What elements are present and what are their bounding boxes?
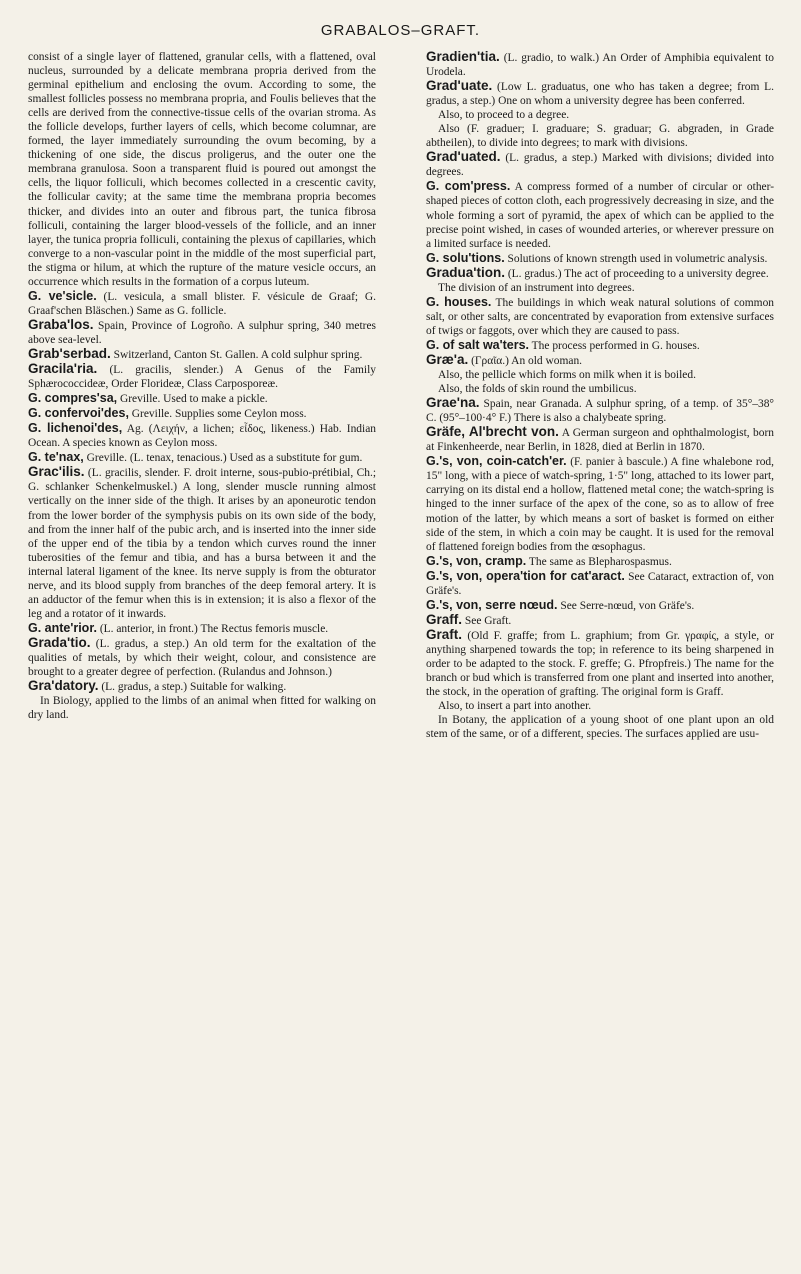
entry-headword: G. te'nax, [28, 450, 84, 465]
dictionary-entry [28, 636, 376, 679]
entry-headword: Gracila'ria. [28, 361, 98, 377]
entry-text: Also, the pellicle which forms on milk when it is boiled. [438, 369, 696, 382]
entry-text: Also, to proceed to a degree. [438, 109, 570, 122]
entry-text: Spain, near Granada. A sulphur spring, of a temp. of 35°–38° C. (95°–100·4° F.) There is also a chalybeate spring. [426, 398, 774, 425]
dictionary-entry [426, 425, 774, 454]
entry-headword: G. of salt wa'ters. [426, 337, 530, 352]
dictionary-entry [426, 613, 774, 628]
entry-text: (L. gradus, a step.) Suitable for walking. [101, 681, 287, 694]
dictionary-entry [28, 362, 376, 391]
entry-text: (Low L. graduatus, one who has taken a degree; from L. gradus, a step.) One on whom a university degree has been conferred. [426, 81, 775, 108]
dictionary-entry [426, 50, 774, 79]
entry-text: See Cataract, extraction of, von Gräfe's. [426, 570, 774, 597]
entry-text: Ag. (Λειχήν, a lichen; εἶδος, likeness.) Hab. Indian Ocean. A species known as Ceylon moss. [28, 423, 376, 450]
entry-text: Spain, Province of Logroño. A sulphur spring, 340 metres above sea-level. [28, 319, 377, 346]
dictionary-entry [28, 450, 376, 465]
entry-headword: Grad'uated. [426, 149, 501, 165]
dictionary-entry [426, 454, 774, 553]
entry-text: Greville. (L. tenax, tenacious.) Used as a substitute for gum. [86, 452, 363, 465]
entry-text: (Old F. graffe; from L. graphium; from Gr. γραφίς, a style, or anything sharpened towards the top; in reference to its being sharpened in order to be adapted to the stock. F. greffe; G. Pfropfreis.) The name for the branch or bud which is transferred from one plant and inserted into another, the stock, in the operation of grafting. The original form is Graff. [426, 629, 774, 699]
entry-headword: Graba'los. [28, 316, 94, 332]
entry-headword: G. solu'tions. [426, 250, 505, 265]
entry-text: A German surgeon and ophthalmologist, born at Finkenheerde, near Berlin, in 1828, died at Berlin in 1870. [426, 427, 775, 454]
entry-text: In Biology, applied to the limbs of an animal when fitted for walking on dry land. [28, 695, 376, 722]
dictionary-entry [426, 266, 774, 281]
page-header: GRABALOS–GRAFT. [320, 22, 481, 39]
entry-headword: Graff. [426, 611, 463, 627]
entry-headword: Grac'ilis. [28, 464, 85, 480]
entry-headword: Grab'serbad. [28, 345, 111, 361]
dictionary-entry [426, 281, 774, 295]
dictionary-entry [426, 396, 774, 425]
entry-text: The process performed in G. houses. [531, 339, 700, 352]
dictionary-entry [28, 621, 376, 636]
entry-text: Also, the folds of skin round the umbilicus. [438, 383, 637, 396]
entry-text: The division of an instrument into degrees. [438, 281, 635, 294]
dictionary-entry [28, 421, 376, 450]
entry-text: (L. gradus.) The act of proceeding to a university degree. [507, 267, 769, 280]
dictionary-entry [426, 108, 774, 122]
entry-headword: Gradua'tion. [426, 264, 505, 280]
entry-headword: G. com'press. [426, 179, 511, 194]
entry-headword: Grae'na. [426, 395, 480, 411]
dictionary-entry [28, 289, 376, 318]
dictionary-entry [426, 382, 774, 396]
dictionary-entry [426, 295, 774, 338]
dictionary-entry [28, 679, 376, 694]
entry-text: Greville. Supplies some Ceylon moss. [131, 408, 307, 421]
entry-headword: G.'s, von, coin-catch'er. [426, 454, 567, 469]
dictionary-entry [426, 598, 774, 613]
entry-text: (L. gracilis, slender. F. droit interne, sous-pubio-prétibial, Ch.; G. schlanker Schenkelmuskel.) A long, slender muscle running almost vertically on the inner side of the thigh. It arises by an aponeurotic tendon from the lower border of the symphysis pubis on its own side of the body, and from the inner half of the pubic arch, and is inserted into the inner side of the upper end of the tibia by a tendon which curves round the inner tuberosities of the femur and tibia, and has a bursa between it and the internal lateral ligament of the knee. Its nerve supply is from the obturator nerve, and its blood supply from branches of the deep femoral artery. It is an adductor of the femur when this is in extension; it is also a flexor of the leg and a rotator of it inwards. [28, 467, 376, 620]
dictionary-entry [28, 406, 376, 421]
dictionary-entry [28, 318, 376, 347]
entry-headword: G. ve'sicle. [28, 288, 97, 303]
dictionary-entry [426, 251, 774, 266]
left-column [28, 50, 376, 722]
entry-text: Also, to insert a part into another. [438, 700, 592, 713]
entry-headword: G. houses. [426, 294, 492, 309]
dictionary-entry [28, 391, 376, 406]
entry-text: Also (F. graduer; I. graduare; S. graduar; G. abgraden, in Grade abtheilen), to divide into degrees; to mark with divisions. [426, 123, 774, 150]
entry-text: (F. panier à bascule.) A fine whalebone rod, 15" long, with a piece of watch-spring, 1·5" long, attached to its lower part, carrying on its distal end a hollow, flattened metal cone; the watch-spring is hinged to the inner surface of the apex of the cone, so as to allow of free motion of the latter, by which means a sort of basket is formed on either side of the stem, in which a coin may be caught. It is used for the removal of flattened foreign bodies from the œsophagus. [426, 456, 775, 553]
entry-text: See Serre-nœud, von Gräfe's. [560, 599, 695, 612]
entry-text: (L. gracilis, slender.) A Genus of the Family Sphærococcideæ, Order Florideæ, Class Carposporeæ. [28, 364, 376, 391]
dictionary-entry [426, 150, 774, 179]
dictionary-entry [426, 122, 774, 150]
entry-text: Switzerland, Canton St. Gallen. A cold sulphur spring. [113, 348, 363, 361]
entry-headword: Grad'uate. [426, 78, 493, 94]
entry-text: Greville. Used to make a pickle. [119, 393, 268, 406]
dictionary-entry [426, 79, 774, 108]
dictionary-entry [426, 713, 774, 741]
entry-text: (L. vesicula, a small blister. F. vésicule de Graaf; G. Graaf'schen Bläschen.) Same as G. follicle. [28, 290, 377, 317]
entry-headword: Grada'tio. [28, 634, 91, 650]
entry-text: In Botany, the application of a young shoot of one plant upon an old stem of the same, or of a different, species. The surfaces applied are usu- [426, 714, 774, 741]
entry-headword: Gräfe, Al'brecht von. [426, 424, 559, 440]
dictionary-entry [426, 554, 774, 569]
right-column [426, 50, 774, 741]
entry-text: The same as Blepharospasmus. [528, 555, 672, 568]
entry-headword: Græ'a. [426, 351, 469, 367]
dictionary-entry [426, 338, 774, 353]
dictionary-entry [426, 628, 774, 699]
entry-headword: G. ante'rior. [28, 620, 97, 635]
entry-text: (L. gradus, a step.) An old term for the exaltation of the qualities of metals, by which their weight, colour, and consistence are brought to a greater degree of perfection. (Rulandus and Johnson.) [28, 637, 376, 679]
entry-headword: Gra'datory. [28, 678, 99, 694]
dictionary-entry [426, 179, 774, 250]
entry-text: Solutions of known strength used in volumetric analysis. [507, 252, 768, 265]
entry-headword: Gradien'tia. [426, 49, 500, 64]
entry-text: (L. anterior, in front.) The Rectus femoris muscle. [99, 622, 329, 635]
entry-headword: G.'s, von, serre nœud. [426, 597, 558, 612]
entry-headword: G.'s, von, opera'tion for cat'aract. [426, 568, 625, 583]
entry-text: (L. gradio, to walk.) An Order of Amphibia equivalent to Urodela. [426, 52, 774, 79]
entry-headword: G. lichenoi'des, [28, 421, 123, 436]
entry-text: (Γραῖα.) An old woman. [471, 354, 583, 367]
dictionary-entry [426, 353, 774, 368]
entry-headword: G. confervoi'des, [28, 406, 129, 421]
dictionary-entry [426, 569, 774, 598]
dictionary-entry [28, 347, 376, 362]
entry-headword: G. compres'sa, [28, 391, 118, 406]
entry-text: The buildings in which weak natural solutions of common salt, or other salts, are concentrated by evaporation from extensive surfaces of twigs or faggots, over which they are caused to pass. [426, 296, 775, 337]
dictionary-entry [28, 694, 376, 722]
entry-headword: G.'s, von, cramp. [426, 553, 527, 568]
dictionary-entry [28, 465, 376, 621]
entry-headword: Graft. [426, 626, 463, 642]
entry-text: (L. gradus, a step.) Marked with divisions; divided into degrees. [426, 152, 774, 179]
dictionary-entry [426, 699, 774, 713]
entry-text: See Graft. [464, 614, 512, 627]
entry-text: consist of a single layer of flattened, granular cells, with a flattened, oval nucleus, surrounded by a delicate membrana propria derived from the germinal epithelium and enclosing the ovum. According to some, the smallest follicles possess no membrana propria, and Foulis believes that the cells are derived from the connective-tissue cells of the ovarian stroma. As the follicle develops, further layers of cells, which become columnar, are formed, the layer immediately surrounding the ovum becoming, by a thickening of one side, the discus proligerus, and the outer one the membrana granulosa. Soon a transparent fluid is poured out amongst the cells, the liquor folliculi, which becomes collected in a crescentic cavity, the follicular cavity; at the same time the membrana propria becomes thicker, and divides into an outer and fibrous part, the tunica fibrosa folliculi, containing the larger blood-vessels of the follicle, and an inner layer, the tunica propria folliculi, containing the plexus of capillaries, which converge to a non-vascular point in the middle of the most superficial part, the stigma or hilum, at which the rupture of the mature vesicle occurs, an occurrence which results in the formation of a corpus luteum. [28, 51, 376, 288]
entry-text: A compress formed of a number of circular or other-shaped pieces of cotton cloth, each progressively decreasing in size, and the whole forming a sort of pyramid, the apex of which can be applied to the precise point wished, in cases of wounded arteries, or wherever pressure on a limited surface is needed. [426, 181, 775, 250]
dictionary-entry [28, 50, 376, 289]
dictionary-entry [426, 368, 774, 382]
